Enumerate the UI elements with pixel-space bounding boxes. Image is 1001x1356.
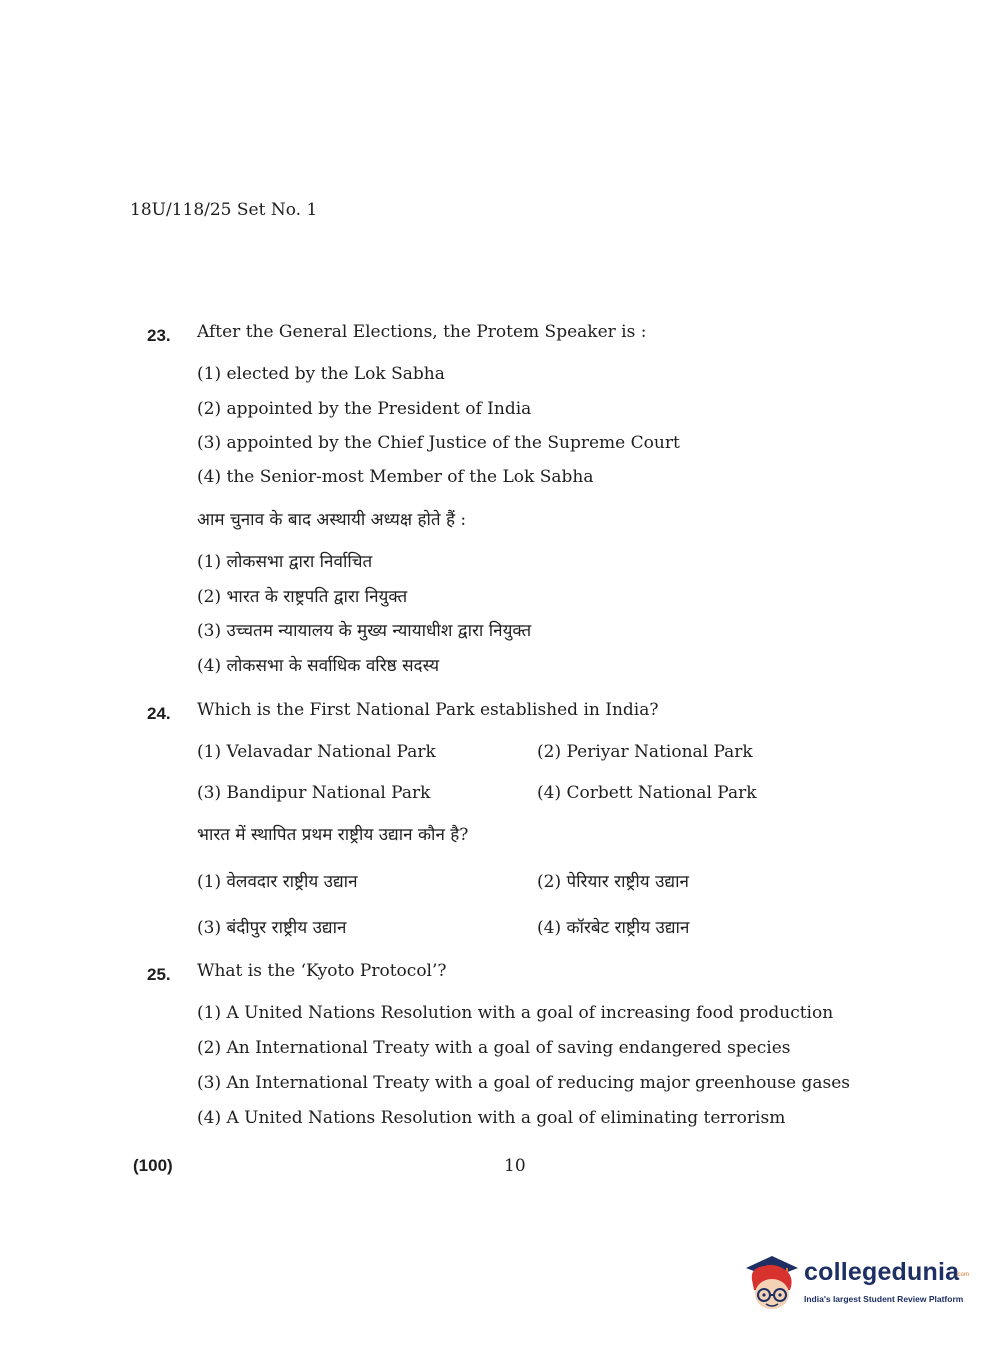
question-23-option-4-hi: (4) लोकसभा के सर्वाधिक वरिष्ठ सदस्य [197,656,440,676]
question-24-option-1-en: (1) Velavadar National Park [197,742,436,762]
page-number: 10 [504,1156,526,1176]
question-24-option-2-hi: (2) पेरियार राष्ट्रीय उद्यान [537,872,689,892]
question-25-option-1-en: (1) A United Nations Resolution with a goal of increasing food production [197,1003,834,1023]
question-24-option-1-hi: (1) वेलवदार राष्ट्रीय उद्यान [197,872,358,892]
question-24-option-4-en: (4) Corbett National Park [537,783,757,803]
question-23-option-2-hi: (2) भारत के राष्ट्रपति द्वारा नियुक्त [197,587,408,607]
question-25-option-4-en: (4) A United Nations Resolution with a goal of eliminating terrorism [197,1108,786,1128]
question-25-number: 25. [147,965,171,984]
logo-tagline: India's largest Student Review Platform [804,1294,964,1304]
question-23-option-1-en: (1) elected by the Lok Sabha [197,364,445,384]
question-24-text-en: Which is the First National Park established in India? [197,700,659,720]
question-23-text-en: After the General Elections, the Protem Speaker is : [197,322,647,342]
paper-code: 18U/118/25 Set No. 1 [130,200,318,220]
question-23-number: 23. [147,326,171,345]
question-24-option-4-hi: (4) कॉरबेट राष्ट्रीय उद्यान [537,918,690,938]
question-25-text-en: What is the ‘Kyoto Protocol’? [197,961,447,981]
question-23-option-3-en: (3) appointed by the Chief Justice of the Supreme Court [197,433,680,453]
question-23-option-3-hi: (3) उच्चतम न्यायालय के मुख्य न्यायाधीश द्वारा नियुक्त [197,621,532,641]
question-23-option-2-en: (2) appointed by the President of India [197,399,532,419]
mascot-icon [742,1250,802,1314]
question-23-option-4-en: (4) the Senior-most Member of the Lok Sabha [197,467,594,487]
question-24-text-hi: भारत में स्थापित प्रथम राष्ट्रीय उद्यान कौन है? [197,825,469,845]
collegedunia-logo [742,1250,972,1314]
question-23-option-1-hi: (1) लोकसभा द्वारा निर्वाचित [197,552,373,572]
question-24-number: 24. [147,704,171,723]
footer-code: (100) [133,1156,173,1175]
question-24-option-3-en: (3) Bandipur National Park [197,783,431,803]
logo-wordmark: collegedunia [804,1258,960,1286]
question-25-option-2-en: (2) An International Treaty with a goal of saving endangered species [197,1038,791,1058]
question-24-option-3-hi: (3) बंदीपुर राष्ट्रीय उद्यान [197,918,347,938]
question-24-option-2-en: (2) Periyar National Park [537,742,753,762]
question-23-text-hi: आम चुनाव के बाद अस्थायी अध्यक्ष होते हैं : [197,510,467,530]
logo-suffix: .com [956,1272,970,1278]
question-25-option-3-en: (3) An International Treaty with a goal of reducing major greenhouse gases [197,1073,850,1093]
